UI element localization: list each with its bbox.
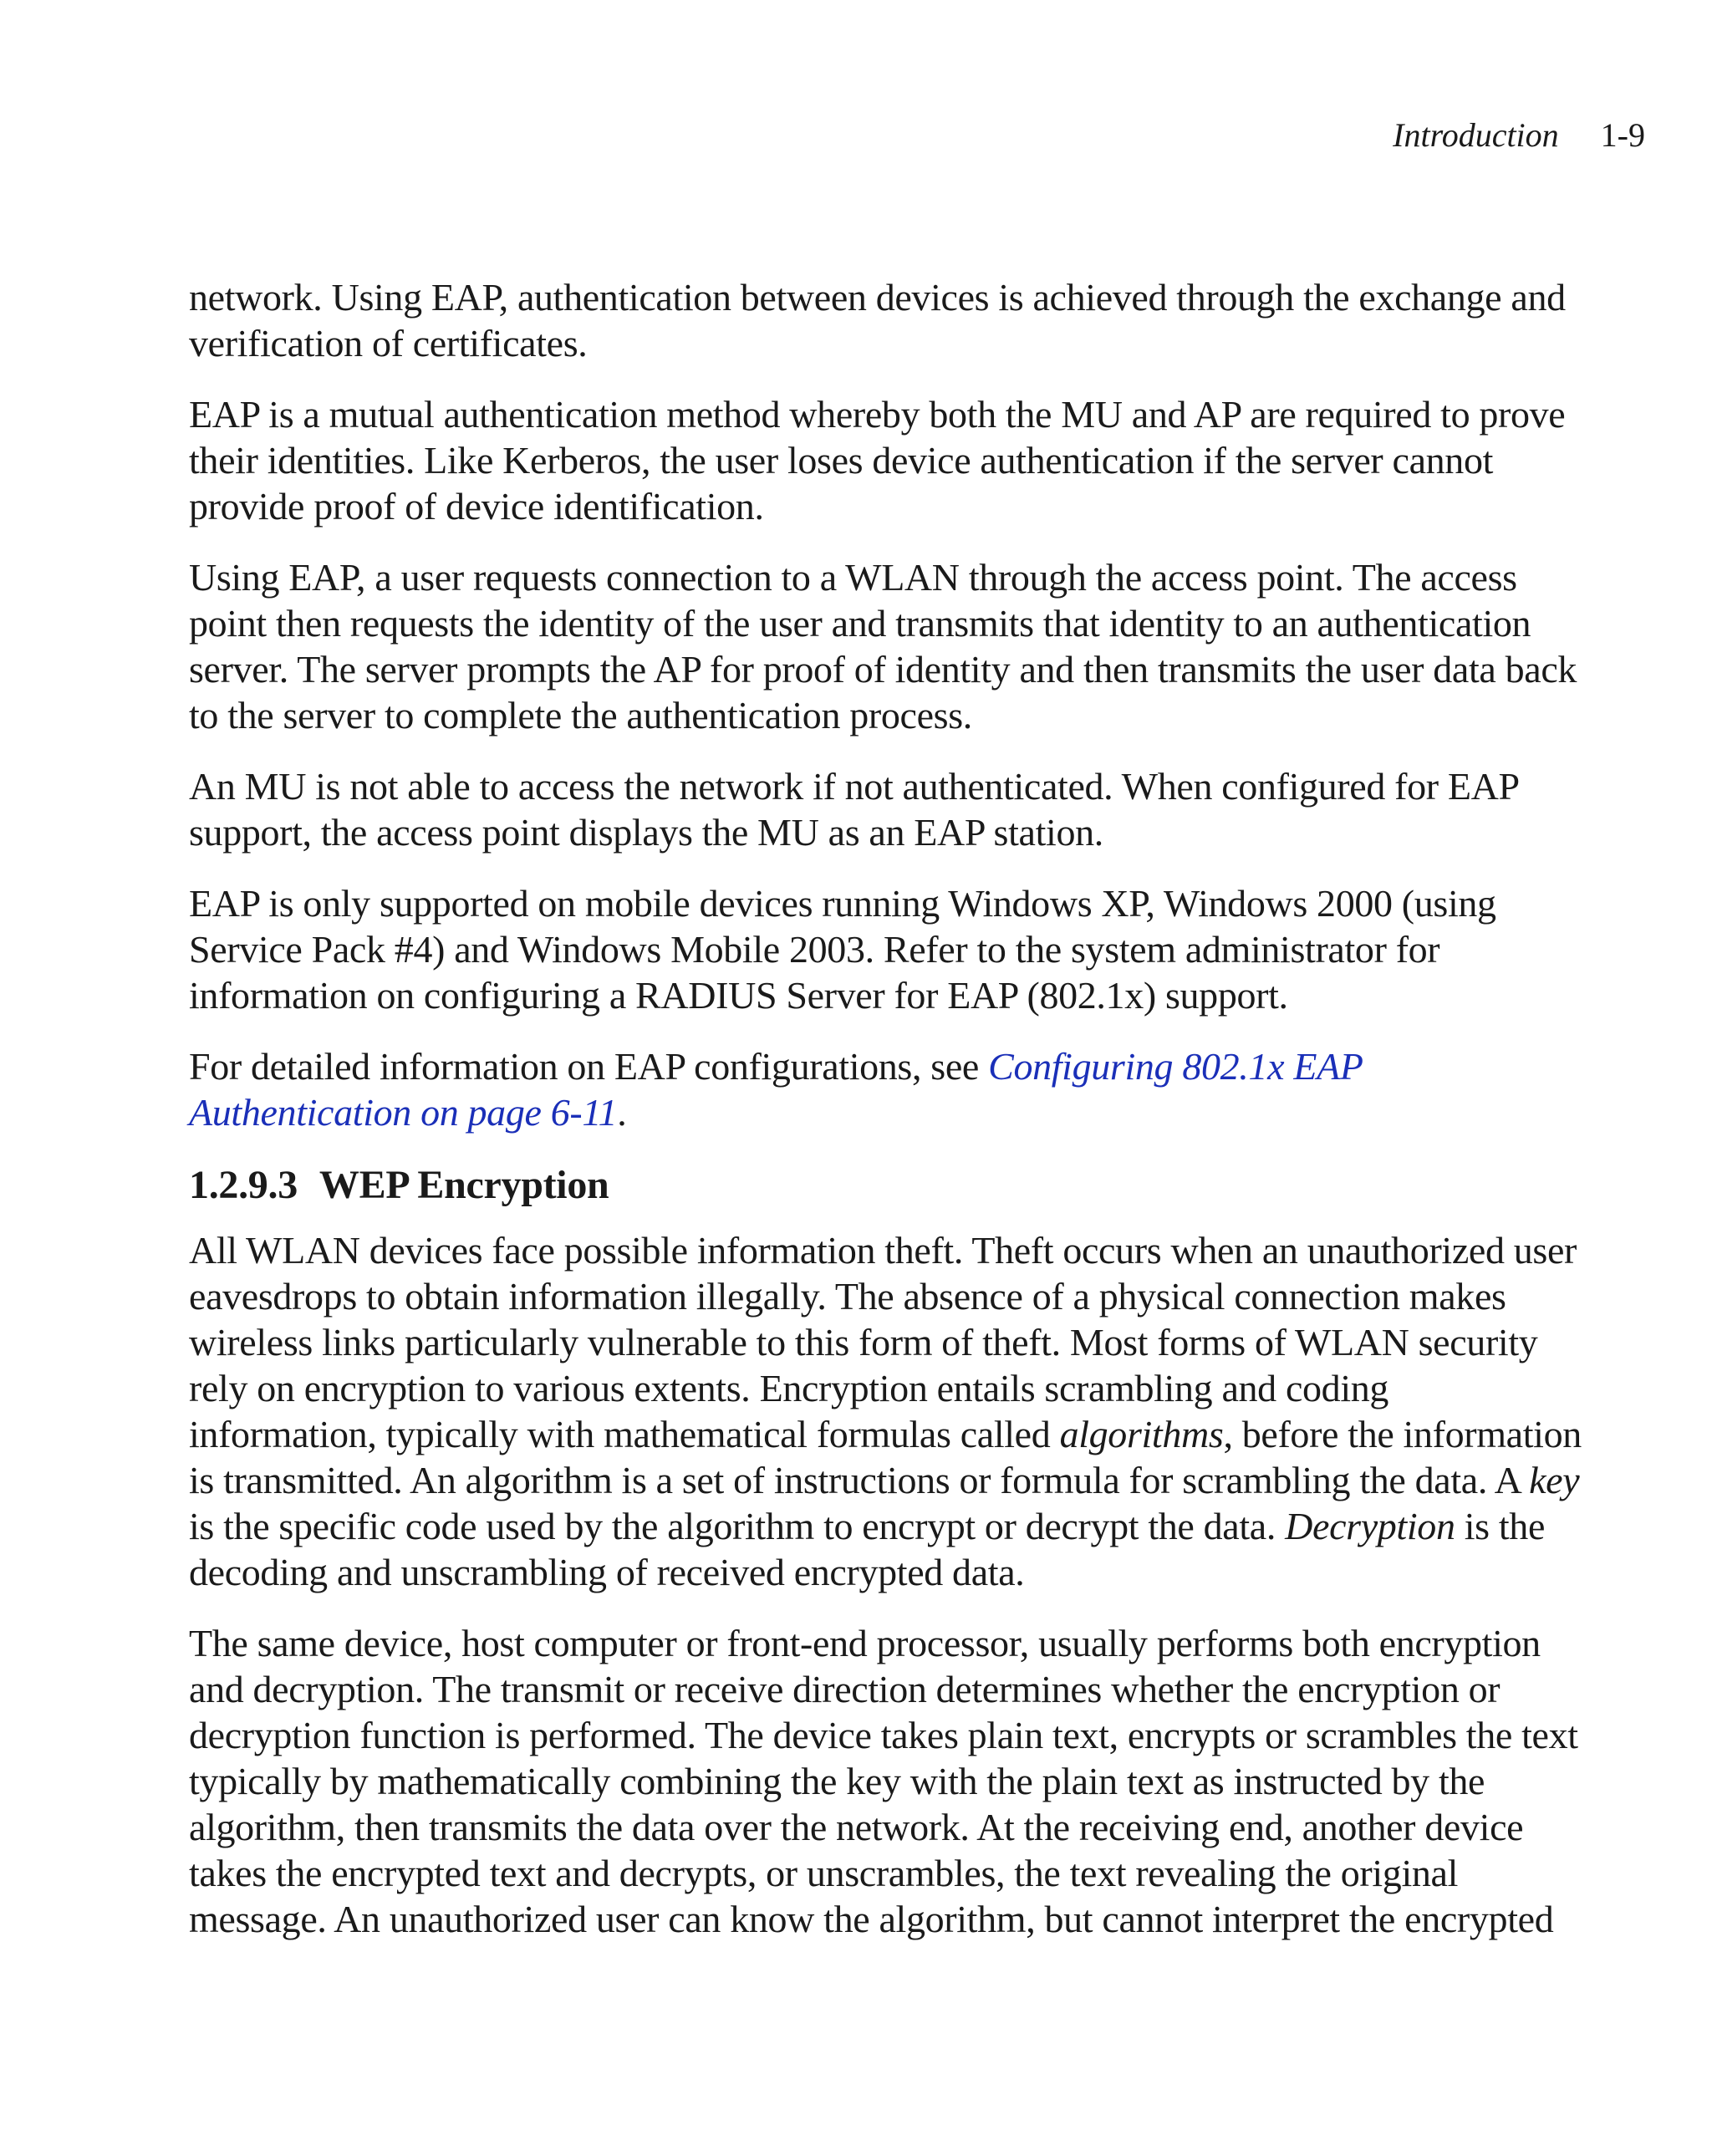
paragraph-eap-continued: network. Using EAP, authentication between devices is achieved through the exchange and verification of certificates. [189,276,1566,364]
reference-trail-text: . [617,1091,627,1134]
paragraph-eap-mutual-auth: EAP is a mutual authentication method whereby both the MU and AP are required to prove their identities. Like Kerberos, the user loses device authentication if the server cannot provide proof of device identification. [189,393,1566,528]
paragraph-wep-theft [189,1227,1583,1595]
wep-text-d: is the decoding and unscrambling of received encrypted data. [189,1505,1546,1593]
paragraph-eap-process: Using EAP, a user requests connection to a WLAN through the access point. The access point then requests the identity of the user and transmits that identity to an authentication server. The server prompts the AP for proof of identity and then transmits the user data back to the server to complete the authentication process. [189,556,1577,737]
cross-reference-link[interactable]: Configuring 802.1x EAP Authentication on page 6-11 [189,1045,1363,1134]
paragraph-eap-station: An MU is not able to access the network if not authenticated. When configured for EAP support, the access point displays the MU as an EAP station. [189,765,1519,854]
header-page-number: 1-9 [1600,116,1645,154]
section-number: 1.2.9.3 [189,1163,298,1207]
wep-text-b: , before the information is transmitted. An algorithm is a set of instructions or formula for scrambling the data. A [189,1413,1582,1501]
section-heading [189,1160,1583,1211]
paragraph-eap-support: EAP is only supported on mobile devices running Windows XP, Windows 2000 (using Service Pack #4) and Windows Mobile 2003. Refer to the system administrator for information on configuring a RADIUS Server for EAP (802.1x) support. [189,882,1496,1017]
header-section-title: Introduction [1393,116,1559,154]
paragraph-eap-reference [189,1043,1583,1135]
reference-lead-text: For detailed information on EAP configurations, see [189,1045,989,1088]
running-header [1393,115,1645,155]
section-title: WEP Encryption [318,1163,609,1207]
wep-text-a: All WLAN devices face possible information theft. Theft occurs when an unauthorized user eavesdrops to obtain information illegally. The absence of a physical connection makes wireless links particularly vulnerable to this form of theft. Most forms of WLAN security rely on encryption to various extents. Encryption entails scrambling and coding information, typically with mathematical formulas called [189,1229,1577,1455]
term-key: key [1529,1459,1580,1501]
body-text [189,274,1583,1967]
term-decryption: Decryption [1285,1505,1455,1547]
term-algorithms: algorithms [1059,1413,1224,1455]
paragraph-wep-device: The same device, host computer or front-end processor, usually performs both encryption and decryption. The transmit or receive direction determines whether the encryption or decryption function is performed. The device takes plain text, encrypts or scrambles the text typically by mathematically combining the key with the plain text as instructed by the algorithm, then transmits the data over the network. At the receiving end, another device takes the encrypted text and decrypts, or unscrambles, the text revealing the original message. An unauthorized user can know the algorithm, but cannot interpret the encrypted [189,1622,1578,1940]
wep-text-c: is the specific code used by the algorithm to encrypt or decrypt the data. [189,1505,1286,1547]
